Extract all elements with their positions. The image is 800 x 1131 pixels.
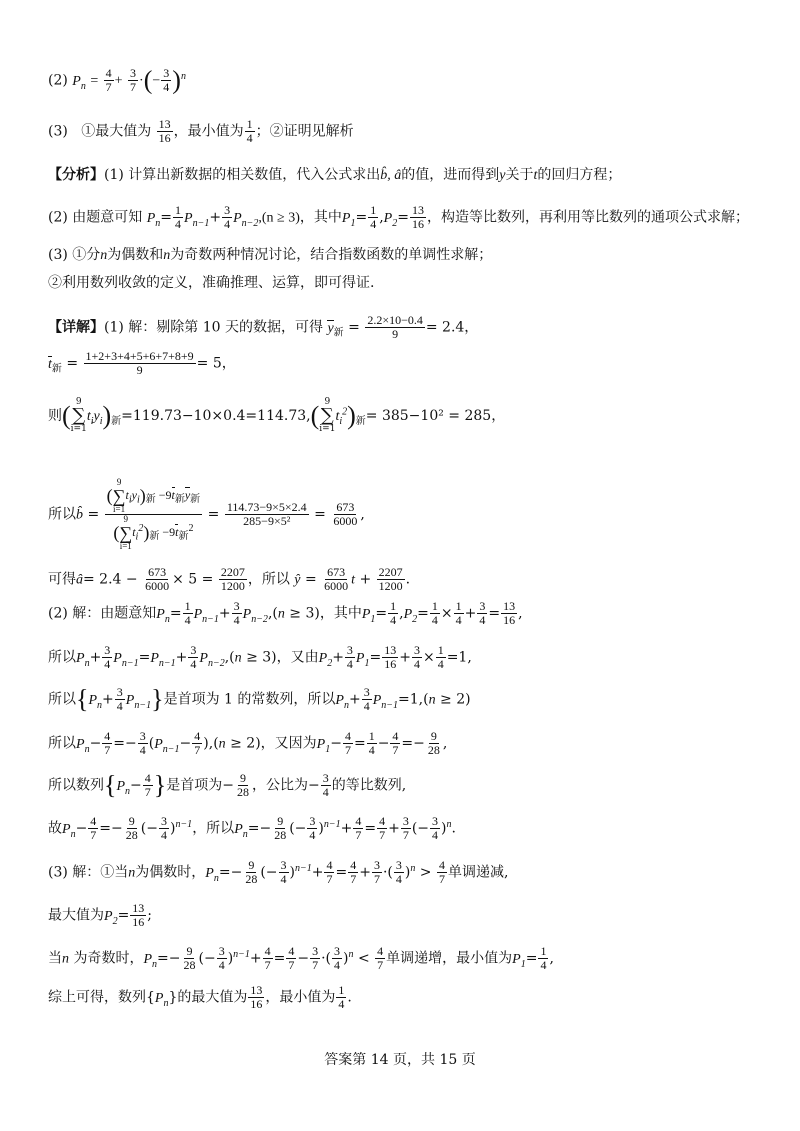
- detail-l12: (3) 解：①当n为偶数时，$P_n=-$ $\frac{9}{28}$ (− $\frac{3}{4}$ )$^{n-1}$+ $\frac{4}{7}$ = $\frac{4}{7}$ + $\frac{3}{7}$ ·( $\frac{3}{4}$ )$^n$ > $\frac{4}{7}$ 单调递减,: [48, 858, 509, 887]
- detail-l6: (2) 解：由题意知$P_n=$ $\frac{1}{4}$ $P_{n-1}+$ $\frac{3}{4}$ $P_{n-2},(n \ge 3)$，其中$P_1=$ $\frac{1}{4}$ $,P_2=$ $\frac{1}{4}$ × $\frac{1}{4}$ + $\frac{3}{4}$ = $\frac{13}{16}$ ,: [48, 599, 523, 627]
- detail-l13: 最大值为$P_2=$ $\frac{13}{16}$ ;: [48, 901, 153, 929]
- page-footer: 答案第 14 页，共 15 页: [324, 1052, 476, 1068]
- detail-l14: 当n 为奇数时，$P_n=-$ $\frac{9}{28}$ (− $\frac{3}{4}$ )$^{n-1}$+ $\frac{4}{7}$ = $\frac{4}{7}$ − $\frac{3}{7}$ ·( $\frac{3}{4}$ )$^n$ < $\frac{4}{7}$ 单调递增，最小值为$P_1=$ $\frac{1}{4}$ ,: [48, 944, 554, 973]
- detail-l3: 则( 9 ∑ i=1 $t_iy_i)_新=119.73-10\times 0.4=114.73$,( 9 ∑ i=1 $t_i^2)_新= 385-10^2 = 285$，: [48, 397, 506, 434]
- detail-l5: 可得â= 2.4 − $\frac{673}{6000}$ × 5 = $\frac{2207}{1200}$ ，所以 ŷ = $\frac{673}{6000}$ t + $\frac{2207}{1200}$ .: [48, 565, 411, 593]
- text: ；②证明见解析: [255, 123, 354, 140]
- detail-l8: 所以{$P_n+$ $\frac{3}{4}$ $P_{n-1}$}是首项为 1 的常数列，所以$P_n+$ $\frac{3}{4}$ $P_{n-1}=1,(n \ge 2)$: [48, 684, 471, 714]
- detail-head: 【详解】: [48, 319, 104, 336]
- circle-mark: ①: [81, 123, 96, 140]
- detail-l4: 所以b̂ = ( 9 ∑ i=1 $t_iy_i)_新 -9t_新y_新$ ( 9 ∑ i=1 $t_i^2)_新 -9t_新^2$ = $\frac{114.73-9\times 5\times 2.4}{\text{285−9×5²}}$ = $\frac{673}{6000}$ ,: [48, 477, 365, 551]
- analysis-p1: 【分析】(1) 计算出新数据的相关数值，代入公式求出b̂, â的值，进而得到y关于t的回归方程；: [48, 167, 622, 183]
- analysis-head: 【分析】: [48, 167, 104, 183]
- detail-l10: 所以数列{$P_n-$ $\frac{4}{7}$ }是首项为− $\frac{9}{28}$ ，公比为− $\frac{3}{4}$ 的等比数列,: [48, 770, 407, 800]
- analysis-p4: ②利用数列收敛的定义，准确推理、运算，即可得证.: [48, 275, 375, 291]
- detail-l7: 所以$P_n+$ $\frac{3}{4}$ $P_{n-1}=P_{n-1}+$ $\frac{3}{4}$ $P_{n-2},(n \ge 3)$，又由$P_2+$ $\frac{3}{4}$ $P_1=$ $\frac{13}{16}$ + $\frac{3}{4}$ × $\frac{1}{4}$ =1,: [48, 643, 472, 671]
- analysis-p3: (3) ①分n为偶数和n为奇数两种情况讨论，结合指数函数的单调性求解；: [48, 247, 493, 263]
- text: 最大值为: [95, 123, 152, 140]
- text: ，最小值为: [173, 123, 244, 140]
- detail-l9: 所以$P_n-$ $\frac{4}{7}$ =− $\frac{3}{4}$ ($P_{n-1}-$ $\frac{4}{7}$ ),(n ≥ 2)，又因为$P_1-$ $\frac{4}{7}$ = $\frac{1}{4}$ − $\frac{4}{7}$ =− $\frac{9}{28}$ ,: [48, 729, 448, 757]
- answer-q2: (2) $P_n$ = $\frac{4}{7}$ + $\frac{3}{7}$ ·(− $\frac{3}{4}$ )$^n$: [48, 65, 186, 95]
- detail-l15: 综上可得，数列$\{P_n\}$的最大值为 $\frac{13}{16}$ ，最小值为 $\frac{1}{4}$ .: [48, 983, 352, 1011]
- label: (3): [48, 123, 68, 140]
- label: (2): [48, 72, 68, 89]
- detail-l1: 【详解】(1) 解：剔除第 10 天的数据，可得 $y_新$ = $\frac{2.2\times 10-0.4}{9}$ = 2.4，: [48, 313, 479, 341]
- detail-l11: 故$P_n-$ $\frac{4}{7}$ =− $\frac{9}{28}$ (− $\frac{3}{4}$ )$^{n-1}$，所以$P_n=-$ $\frac{9}{28}$ (− $\frac{3}{4}$ )$^{n-1}$+ $\frac{4}{7}$ = $\frac{4}{7}$ + $\frac{3}{7}$ (− $\frac{3}{4}$ )$^n$.: [48, 814, 456, 843]
- answer-q3: (3) ①最大值为 $\frac{13}{16}$ ，最小值为 $\frac{1}{4}$ ；②证明见解析: [48, 117, 354, 145]
- analysis-p2: (2) 由题意可知 $P_n=$ $\frac{1}{4}$ $P_{n-1}+$ $\frac{3}{4}$ $P_{n-2},(n \ge 3)$，其中$P_1=$ $\frac{1}{4}$ $,P_2=$ $\frac{13}{16}$ ，构造等比数列，再利用等比数列的通项公式求解；: [48, 203, 749, 231]
- detail-l2: $t_新$ = $\frac{1+2+3+4+5+6+7+8+9}{9}$ = 5，: [48, 349, 236, 377]
